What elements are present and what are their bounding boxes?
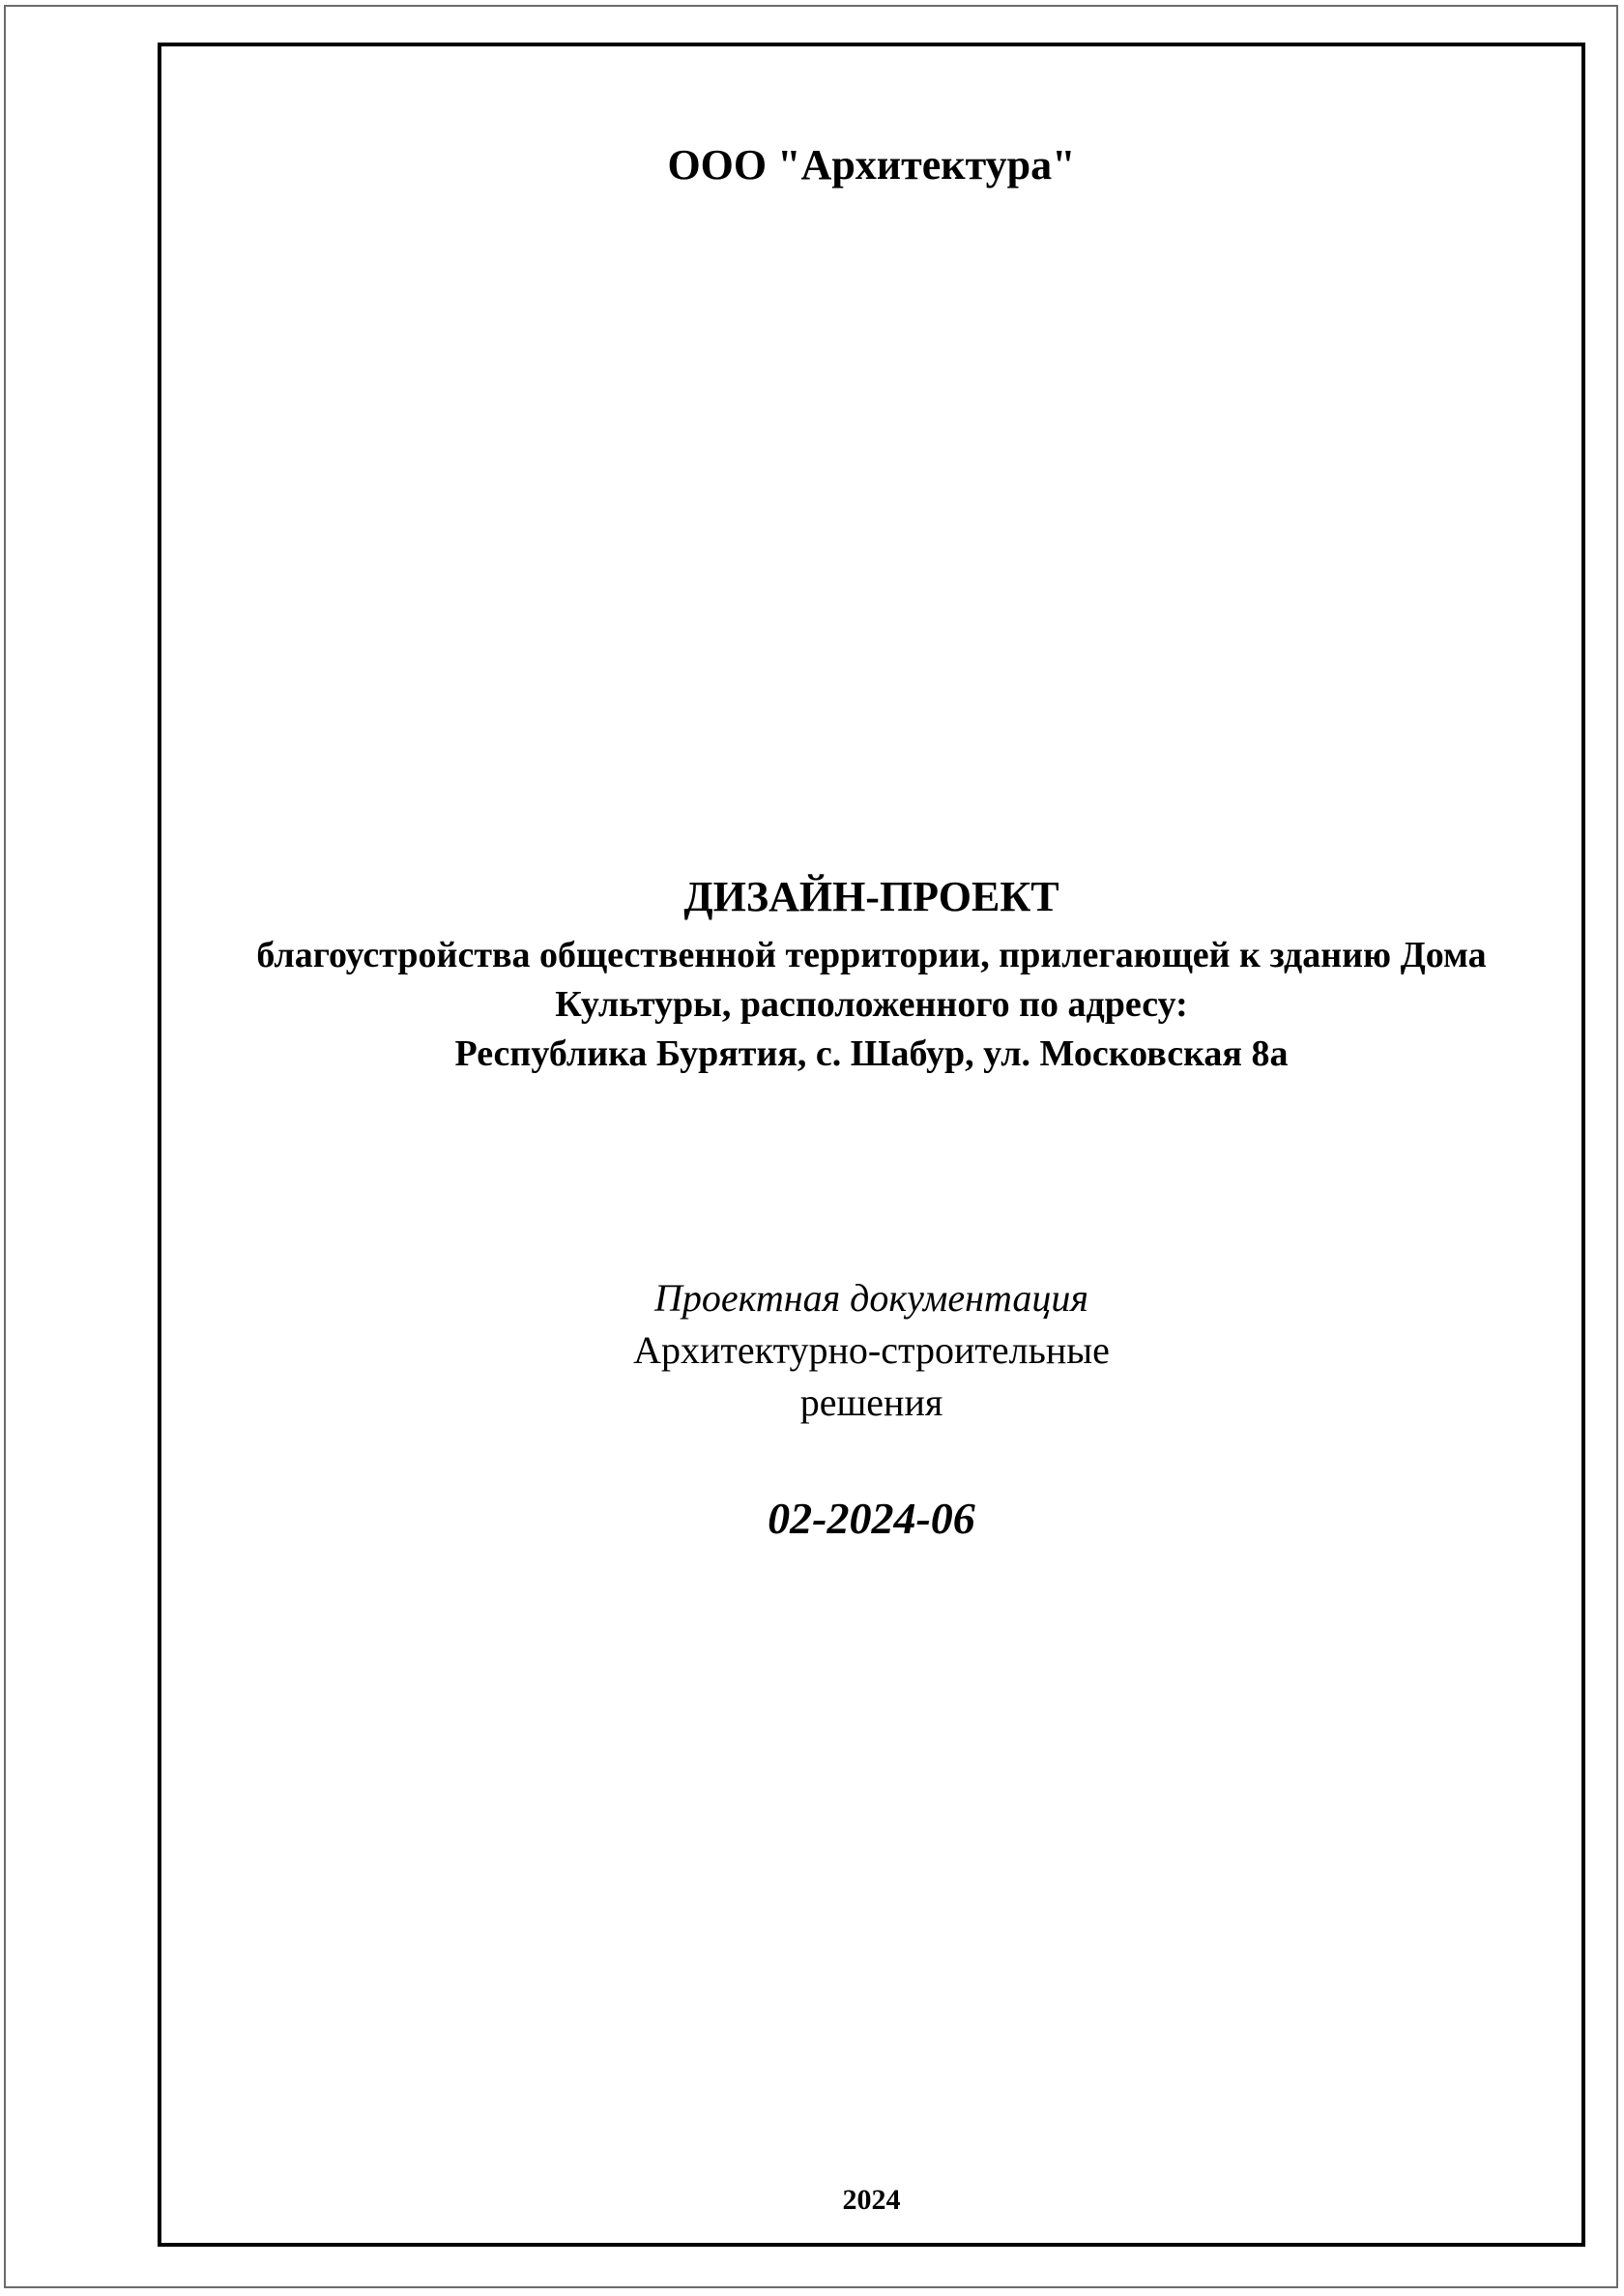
title-page-frame bbox=[158, 43, 1585, 2247]
description-line-3: Республика Бурятия, с. Шабур, ул. Московская 8а bbox=[454, 1033, 1289, 1074]
organization-name: ООО "Архитектура" bbox=[667, 141, 1076, 189]
description-line-1: благоустройства общественной территории, прилегающей к зданию Дома bbox=[256, 935, 1487, 975]
section-name-line-2: решения bbox=[799, 1381, 943, 1424]
document-code: 02-2024-06 bbox=[768, 1494, 975, 1543]
document-title: ДИЗАЙН-ПРОЕКТ bbox=[683, 873, 1059, 920]
documentation-type: Проектная документация bbox=[654, 1276, 1088, 1320]
section-name-line-1: Архитектурно-строительные bbox=[633, 1328, 1110, 1372]
documentation-block bbox=[161, 1272, 1581, 1429]
description-line-2: Культуры, расположенного по адресу: bbox=[555, 984, 1188, 1025]
project-title-block bbox=[161, 863, 1581, 1079]
document-year: 2024 bbox=[842, 2184, 901, 2216]
